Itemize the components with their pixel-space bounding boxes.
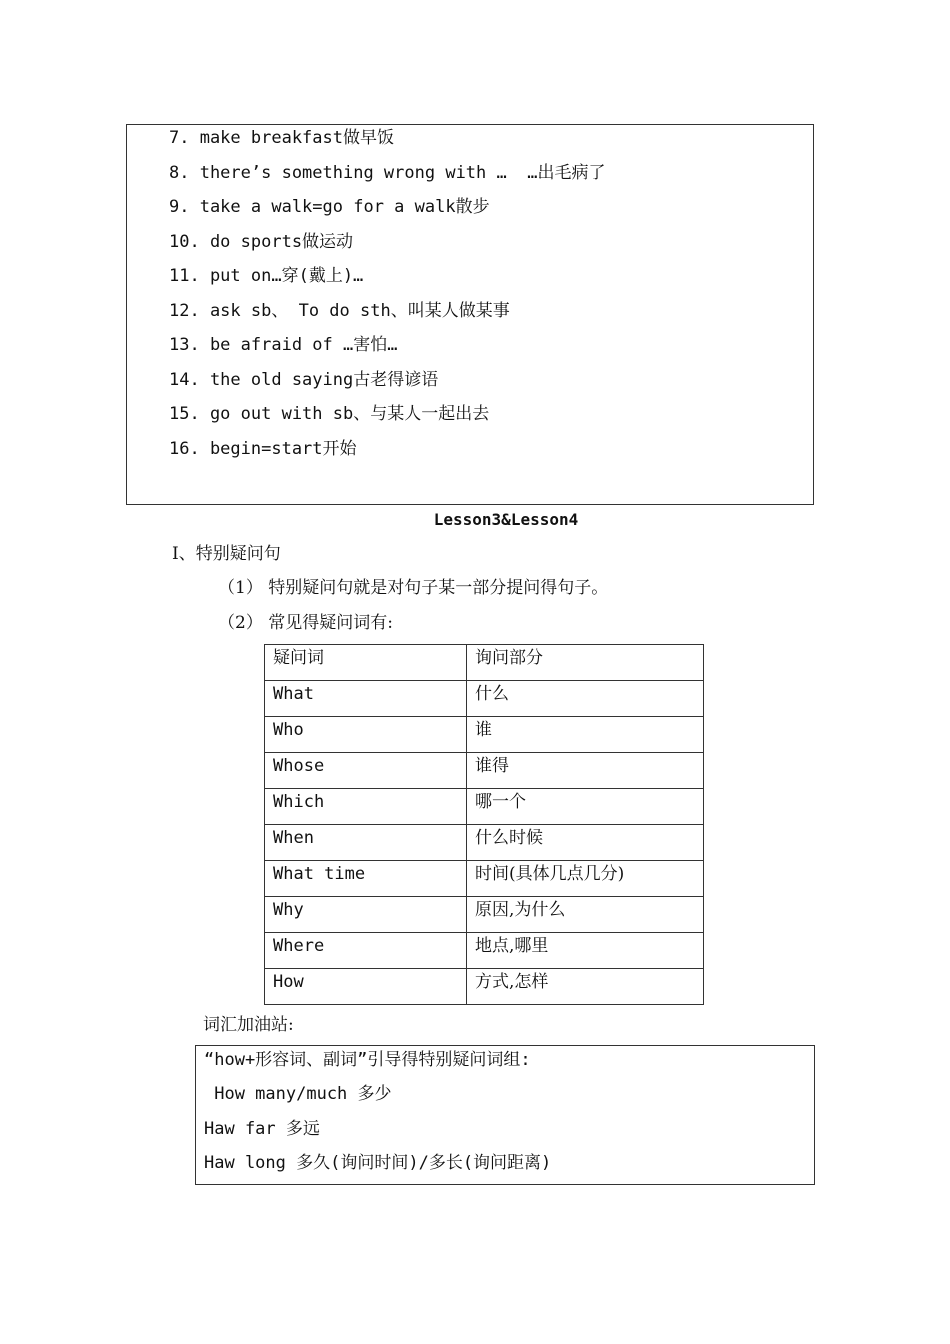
table-cell: Which (265, 789, 467, 825)
table-cell: Who (265, 717, 467, 753)
table-cell: 什么 (467, 681, 704, 717)
vocab-item-7: 7. make breakfast做早饭 (169, 128, 394, 148)
section-heading: I、特别疑问句 (172, 544, 281, 564)
vocab-item-14: 14. the old saying古老得谚语 (169, 370, 439, 390)
table-row (265, 933, 704, 969)
table-cell: How (265, 969, 467, 1005)
how-long-line: Haw long 多久(询问时间)/多长(询问距离) (204, 1153, 552, 1173)
table-cell: 谁得 (467, 753, 704, 789)
vocab-item-15: 15. go out with sb、与某人一起出去 (169, 404, 490, 424)
vocab-item-10: 10. do sports做运动 (169, 232, 354, 252)
vocab-item-13: 13. be afraid of …害怕… (169, 335, 398, 355)
point-2: （2） 常见得疑问词有: (218, 613, 393, 633)
table-row (265, 789, 704, 825)
table-header-cell: 询问部分 (467, 645, 704, 681)
table-row (265, 717, 704, 753)
table-cell: 什么时候 (467, 825, 704, 861)
table-cell: 地点,哪里 (467, 933, 704, 969)
vocab-item-16: 16. begin=start开始 (169, 439, 357, 459)
lesson-title: Lesson3&Lesson4 (433, 510, 579, 529)
table-row (265, 681, 704, 717)
table-row (265, 861, 704, 897)
vocab-station-label: 词汇加油站: (203, 1015, 294, 1035)
table-cell: Whose (265, 753, 467, 789)
table-cell: 哪一个 (467, 789, 704, 825)
how-far-line: Haw far 多远 (204, 1119, 320, 1139)
point-1: （1） 特别疑问句就是对句子某一部分提问得句子。 (218, 578, 609, 598)
how-phrases-heading: “how+形容词、副词”引导得特别疑问词组: (204, 1050, 531, 1070)
vocabulary-box (126, 124, 814, 505)
vocab-item-11: 11. put on…穿(戴上)… (169, 266, 364, 286)
table-cell: 谁 (467, 717, 704, 753)
vocab-item-12: 12. ask sb、 To do sth、叫某人做某事 (169, 301, 510, 321)
table-header-row (265, 645, 704, 681)
table-cell: Why (265, 897, 467, 933)
table-header-cell: 疑问词 (265, 645, 467, 681)
table-cell: Where (265, 933, 467, 969)
table-row (265, 753, 704, 789)
how-many-line: How many/much 多少 (204, 1084, 392, 1104)
table-cell: When (265, 825, 467, 861)
table-cell: 时间(具体几点几分) (467, 861, 704, 897)
table-cell: 原因,为什么 (467, 897, 704, 933)
table-row (265, 969, 704, 1005)
vocab-item-9: 9. take a walk=go for a walk散步 (169, 197, 490, 217)
table-cell: 方式,怎样 (467, 969, 704, 1005)
table-row (265, 825, 704, 861)
table-row (265, 897, 704, 933)
table-cell: What time (265, 861, 467, 897)
table-cell: What (265, 681, 467, 717)
question-words-table (264, 644, 704, 1005)
vocab-item-8: 8. there’s something wrong with … …出毛病了 (169, 163, 606, 183)
how-phrases-box (195, 1045, 815, 1185)
